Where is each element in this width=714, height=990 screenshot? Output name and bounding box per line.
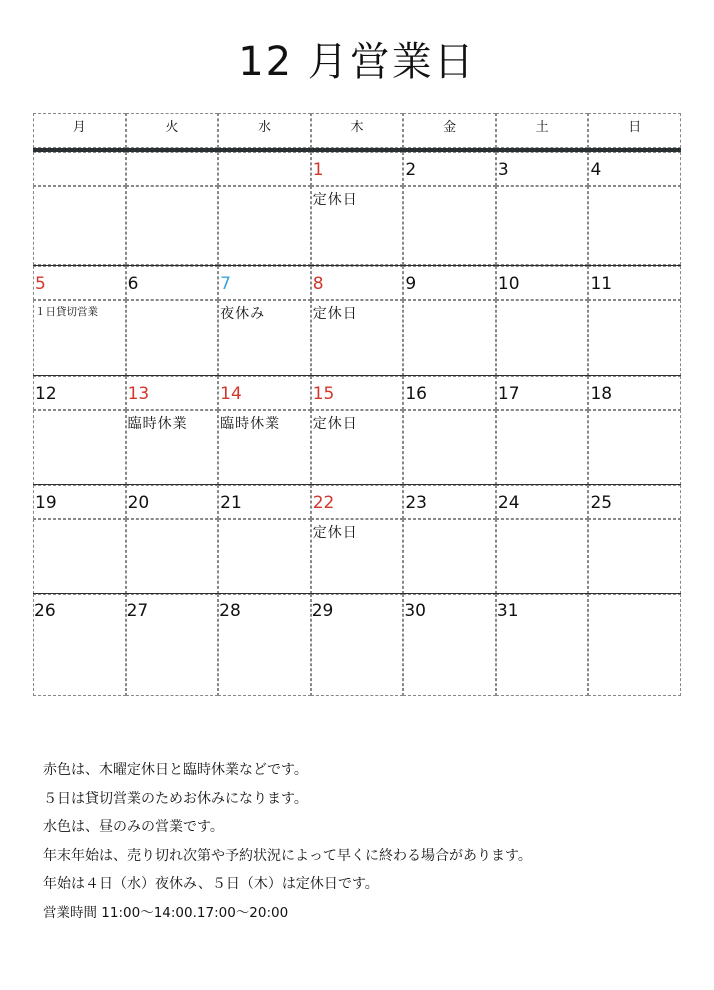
calendar-week-row [33,265,681,376]
day-number: 4 [588,152,681,186]
day-number: 29 [311,601,334,621]
day-cell [496,152,589,265]
weekday-header [33,113,681,148]
day-note [126,186,219,265]
day-cell [496,266,589,376]
day-cell [403,266,496,376]
day-number: 8 [311,266,404,300]
day-note: 定休日 [311,186,404,265]
day-cell [588,376,681,485]
day-cell [588,266,681,376]
footnote-year-end: 年末年始は、売り切れ次第や予約状況によって早くに終わる場合があります。 [43,847,532,864]
day-number: 5 [33,266,126,300]
day-number: 1 [311,152,404,186]
day-cell [218,485,311,594]
day-cell [218,594,311,696]
footnote-new-year: 年始は４日（水）夜休み、５日（木）は定休日です。 [43,876,379,892]
footnote-5th-closed: ５日は貸切営業のためお休みになります。 [43,790,308,807]
day-number: 3 [496,152,589,186]
day-note [496,300,589,376]
day-number: 10 [496,266,589,300]
day-number: 9 [403,266,496,300]
day-number: 31 [496,601,519,621]
day-cell [126,266,219,376]
day-cell [33,594,126,696]
day-cell [403,152,496,265]
day-note [403,519,496,594]
weekday-fri: 金 [403,113,496,148]
day-note [588,519,681,594]
day-note [403,300,496,376]
day-number: 17 [496,376,589,410]
day-number: 26 [34,601,56,621]
day-cell [218,376,311,485]
day-number: 18 [588,376,681,410]
day-number: 21 [218,485,311,519]
day-number: 25 [588,485,681,519]
day-cell [33,152,126,265]
day-cell [126,152,219,265]
day-cell [218,152,311,265]
day-number: 30 [404,601,426,621]
day-number: 11 [588,266,681,300]
day-note [403,410,496,485]
footnote-business-hours: 営業時間 11:00〜14:00.17:00〜20:00 [43,904,289,921]
day-note [218,186,311,265]
day-number [33,152,126,186]
footnotes [43,756,683,927]
day-cell [588,594,681,696]
day-note: 定休日 [311,410,404,485]
day-note [496,410,589,485]
day-cell [403,594,496,696]
day-note: 定休日 [311,300,404,376]
day-number: 6 [126,266,219,300]
day-note: 夜休み [218,300,311,376]
day-note [33,410,126,485]
day-number: 22 [311,485,404,519]
day-cell [126,485,219,594]
day-note [496,186,589,265]
day-note: 臨時休業 [218,410,311,485]
day-cell [311,594,404,696]
day-cell [496,376,589,485]
calendar-week-row [33,484,681,594]
day-cell [311,485,404,594]
weekday-thu: 木 [311,113,404,148]
day-note [126,519,219,594]
day-number: 13 [126,376,219,410]
weekday-sat: 土 [496,113,589,148]
day-note [33,519,126,594]
day-cell [218,266,311,376]
day-note [588,410,681,485]
weekday-sun: 日 [588,113,681,148]
day-number: 20 [126,485,219,519]
footnote-red-meaning: 赤色は、木曜定休日と臨時休業などです。 [43,762,308,778]
day-number: 7 [218,266,311,300]
day-number: 2 [403,152,496,186]
day-cell [496,485,589,594]
day-cell [403,376,496,485]
day-note [403,186,496,265]
day-cell-border [588,594,681,696]
day-cell [311,266,404,376]
day-cell [403,485,496,594]
day-number: 28 [219,601,241,621]
weekday-tue: 火 [126,113,219,148]
day-note [496,519,589,594]
day-number: 15 [311,376,404,410]
day-number: 27 [126,601,149,621]
calendar-week-row [33,375,681,485]
day-cell [33,485,126,594]
day-note: 臨時休業 [126,410,219,485]
day-note: １日貸切営業 [33,300,126,376]
day-number: 16 [403,376,496,410]
day-number [126,152,219,186]
day-note [218,519,311,594]
day-note [126,300,219,376]
weekday-mon: 月 [33,113,126,148]
day-cell [33,376,126,485]
calendar [33,113,681,695]
weekday-wed: 水 [218,113,311,148]
day-number: 24 [496,485,589,519]
day-note [588,186,681,265]
page-title: 12 月営業日 [238,39,476,85]
day-number: 12 [33,376,126,410]
day-note [33,186,126,265]
day-cell [126,594,219,696]
day-cell [311,376,404,485]
day-cell [33,266,126,376]
day-cell [126,376,219,485]
footnote-blue-meaning: 水色は、昼のみの営業です。 [43,819,224,835]
day-cell [496,594,589,696]
day-number: 14 [218,376,311,410]
day-number: 19 [33,485,126,519]
day-number: 23 [403,485,496,519]
day-cell [311,152,404,265]
day-cell [588,152,681,265]
calendar-week-row [33,593,681,696]
day-note [588,300,681,376]
day-note: 定休日 [311,519,404,594]
day-number [218,152,311,186]
calendar-week-row [33,152,681,265]
day-cell [588,485,681,594]
